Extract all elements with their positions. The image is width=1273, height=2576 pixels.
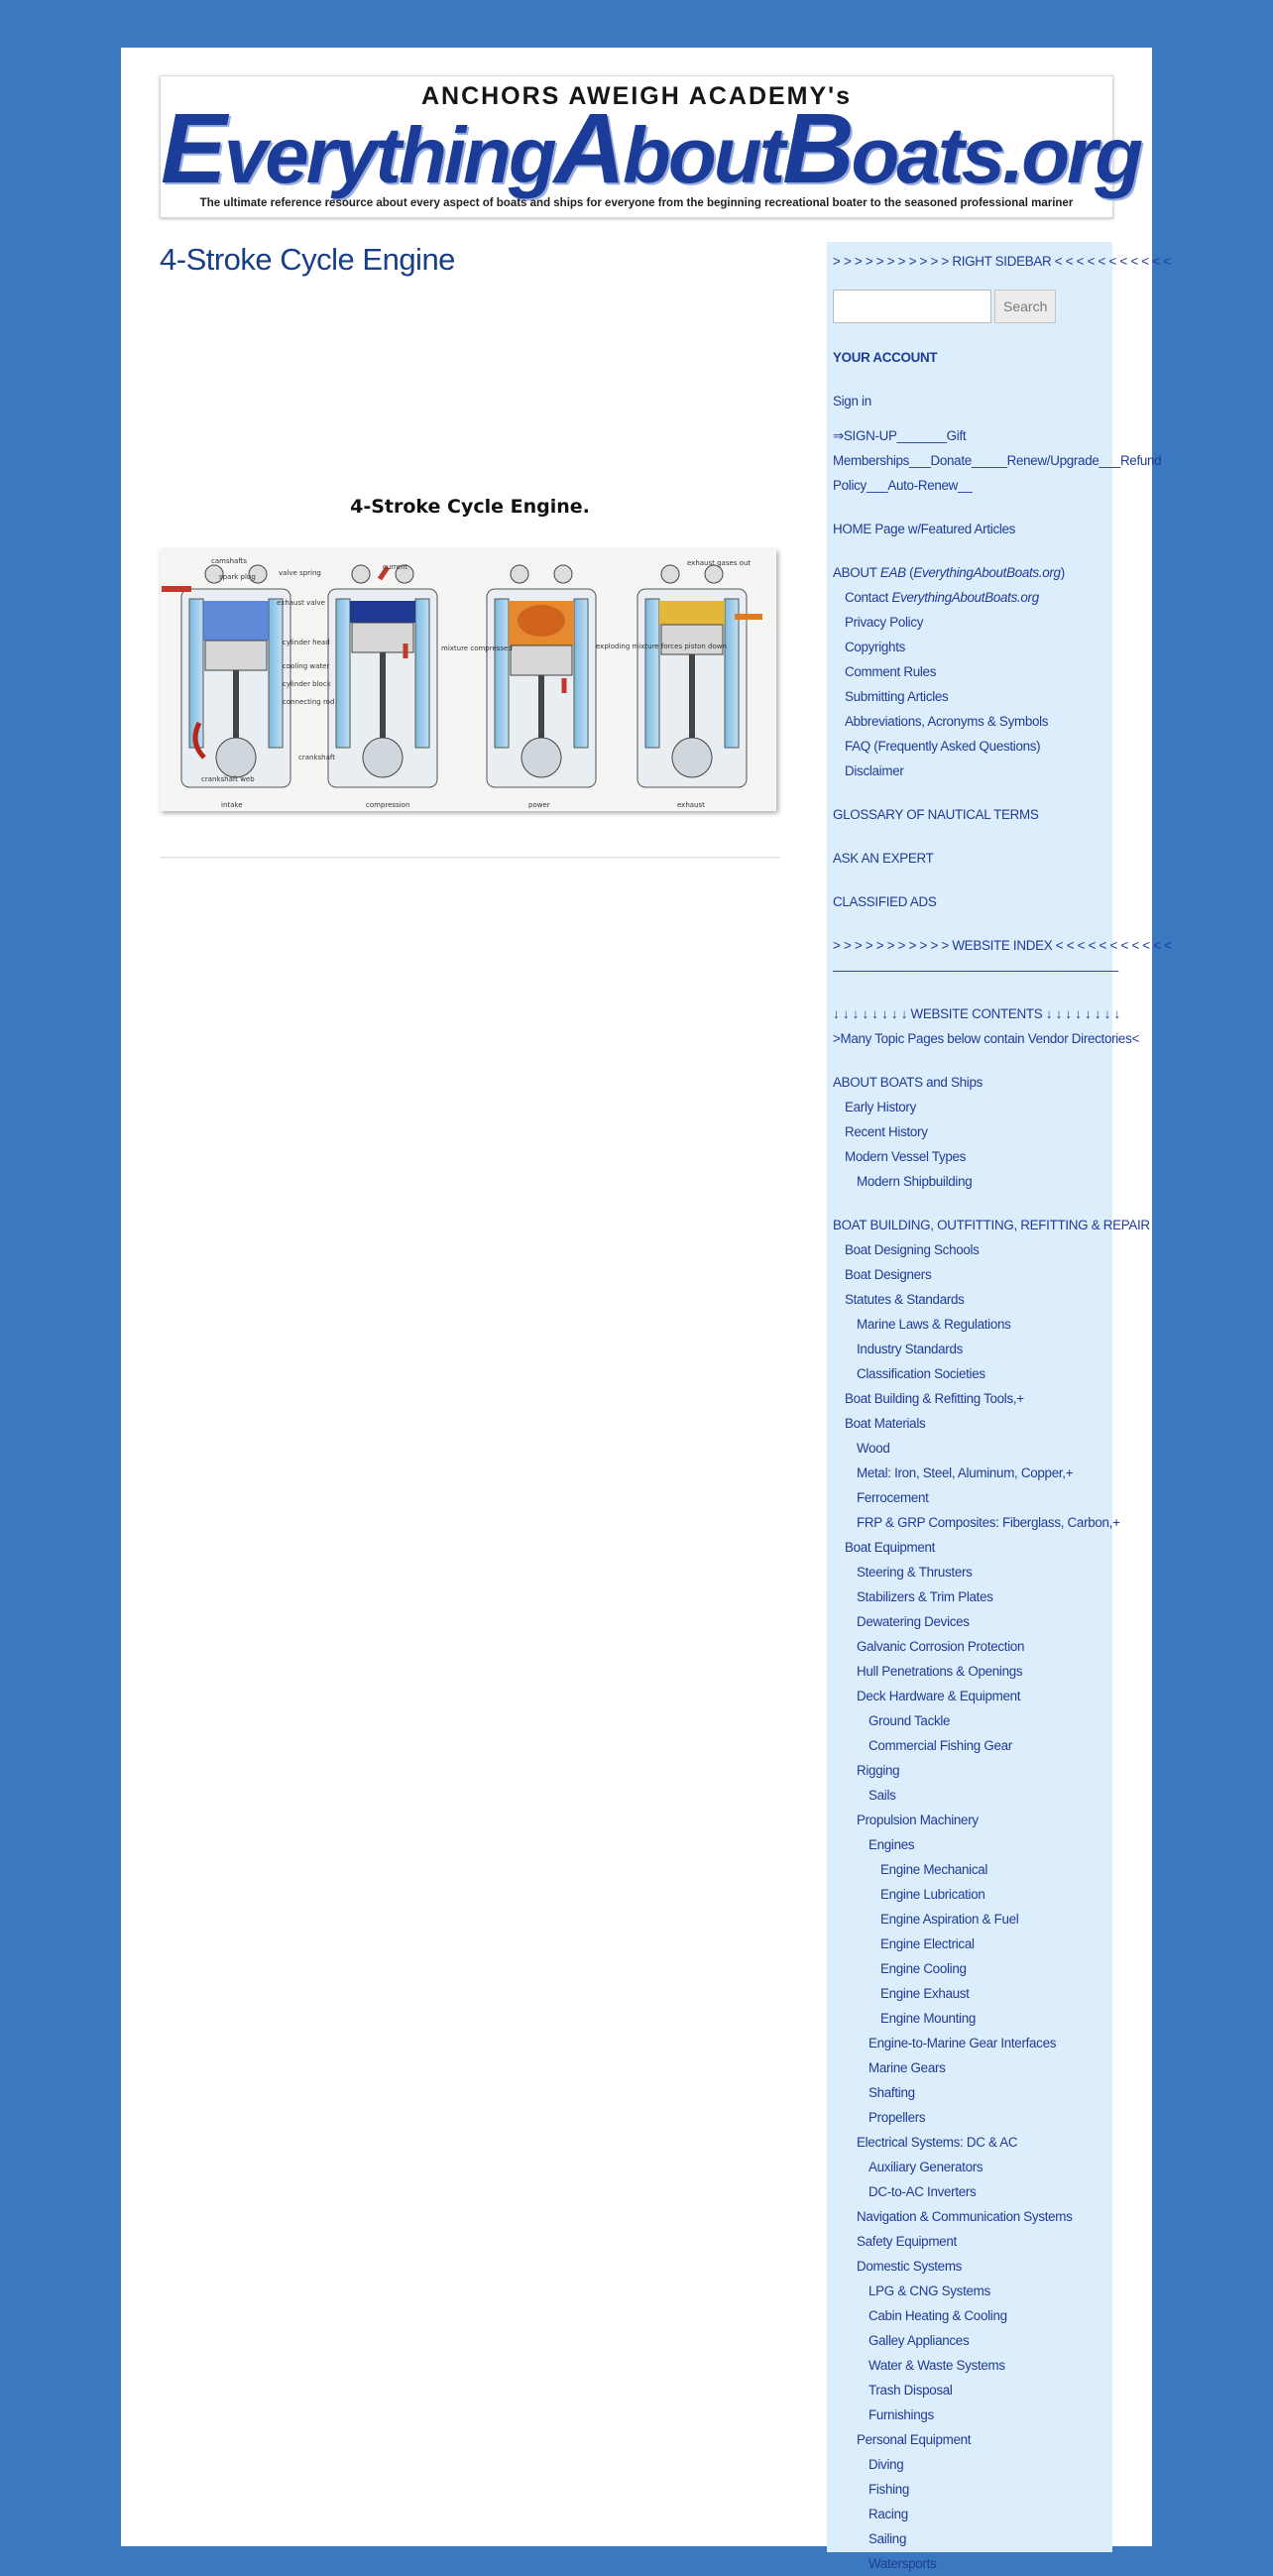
page-title: 4-Stroke Cycle Engine bbox=[160, 242, 455, 277]
sidebar-item-engine-to-marine-gear-interfaces[interactable]: Engine-to-Marine Gear Interfaces bbox=[868, 2036, 1057, 2050]
figure-label: mixture compressed bbox=[441, 644, 513, 652]
sidebar-item-domestic-systems[interactable]: Domestic Systems bbox=[857, 2259, 963, 2274]
banner-subtitle: The ultimate reference resource about every aspect of boats and ships for everyone from the beginning recreational boater to the seasoned professional mariner bbox=[199, 197, 1074, 209]
sidebar-item-cabin-heating-cooling[interactable]: Cabin Heating & Cooling bbox=[868, 2308, 1007, 2323]
stroke-label: compression bbox=[366, 801, 410, 809]
sidebar-item-marine-gears[interactable]: Marine Gears bbox=[868, 2060, 946, 2075]
sidebar-item-propellers[interactable]: Propellers bbox=[868, 2110, 926, 2125]
figure-label: exhaust valve bbox=[277, 599, 325, 607]
stroke-label: exhaust bbox=[677, 801, 705, 809]
your-account-heading[interactable]: YOUR ACCOUNT bbox=[833, 350, 938, 365]
sidebar-item-steering-thrusters[interactable]: Steering & Thrusters bbox=[857, 1565, 973, 1580]
search-input[interactable] bbox=[833, 290, 991, 323]
sidebar-item-metal-iron-steel-aluminum-copper[interactable]: Metal: Iron, Steel, Aluminum, Copper,+ bbox=[857, 1465, 1074, 1480]
sidebar-item-dewatering-devices[interactable]: Dewatering Devices bbox=[857, 1614, 970, 1629]
home-link[interactable]: HOME Page w/Featured Articles bbox=[833, 522, 1016, 536]
sidebar-item-industry-standards[interactable]: Industry Standards bbox=[857, 1342, 963, 1356]
figure-label: crankshaft web bbox=[201, 775, 255, 783]
sidebar-item-ground-tackle[interactable]: Ground Tackle bbox=[868, 1713, 951, 1728]
about-eab-link[interactable]: ABOUT EAB (EverythingAboutBoats.org) bbox=[833, 565, 1065, 580]
sidebar-item-trash-disposal[interactable]: Trash Disposal bbox=[868, 2383, 953, 2398]
sidebar-item-water-waste-systems[interactable]: Water & Waste Systems bbox=[868, 2358, 1005, 2373]
signup-links[interactable]: ⇒SIGN-UP_______Gift Memberships___Donate_____Renew/Upgrade___Refund Policy___Auto-Renew__ bbox=[833, 428, 1162, 493]
figure-label: current bbox=[383, 563, 408, 571]
page-container bbox=[121, 48, 1172, 2571]
sidebar-item-modern-shipbuilding[interactable]: Modern Shipbuilding bbox=[857, 1174, 973, 1189]
figure-label: spark plug bbox=[219, 573, 256, 581]
sidebar-item-engine-electrical[interactable]: Engine Electrical bbox=[880, 1936, 975, 1951]
sidebar-item-dc-to-ac-inverters[interactable]: DC-to-AC Inverters bbox=[868, 2184, 977, 2199]
sidebar-item-early-history[interactable]: Early History bbox=[845, 1100, 916, 1114]
compression-cylinder bbox=[328, 565, 437, 787]
sidebar-item-engine-lubrication[interactable]: Engine Lubrication bbox=[880, 1887, 985, 1902]
search-form bbox=[833, 290, 1056, 323]
sidebar-item-engine-exhaust[interactable]: Engine Exhaust bbox=[880, 1986, 970, 2001]
sidebar-item-comment-rules[interactable]: Comment Rules bbox=[845, 664, 937, 679]
glossary-link[interactable]: GLOSSARY OF NAUTICAL TERMS bbox=[833, 807, 1039, 822]
content-divider bbox=[160, 857, 780, 859]
figure-label: cooling water bbox=[283, 662, 330, 670]
intake-cylinder bbox=[162, 565, 290, 787]
sidebar-item-galley-appliances[interactable]: Galley Appliances bbox=[868, 2333, 970, 2348]
sidebar-item-engine-mounting[interactable]: Engine Mounting bbox=[880, 2011, 977, 2026]
stroke-label: power bbox=[528, 801, 550, 809]
image-caption: 4-Stroke Cycle Engine. bbox=[350, 496, 590, 518]
sidebar-item-faq-frequently-asked-questions[interactable]: FAQ (Frequently Asked Questions) bbox=[845, 739, 1041, 754]
sidebar-item-boat-building-outfitting-refitting-repair[interactable]: BOAT BUILDING, OUTFITTING, REFITTING & REPAIR bbox=[833, 1218, 1150, 1232]
banner-top-line: ANCHORS AWEIGH ACADEMY's bbox=[420, 82, 853, 110]
sign-in-link[interactable]: Sign in bbox=[833, 394, 871, 409]
figure-label: connecting rod bbox=[283, 698, 335, 706]
exhaust-cylinder bbox=[637, 565, 762, 787]
sidebar-item-engine-mechanical[interactable]: Engine Mechanical bbox=[880, 1862, 988, 1877]
sidebar-item-engine-cooling[interactable]: Engine Cooling bbox=[880, 1961, 967, 1976]
sidebar-item-sailing[interactable]: Sailing bbox=[868, 2531, 907, 2546]
sidebar-item-abbreviations-acronyms-symbols[interactable]: Abbreviations, Acronyms & Symbols bbox=[845, 714, 1049, 729]
sidebar-item-copyrights[interactable]: Copyrights bbox=[845, 640, 906, 654]
sidebar-item-recent-history[interactable]: Recent History bbox=[845, 1124, 928, 1139]
classified-ads-link[interactable]: CLASSIFIED ADS bbox=[833, 894, 937, 909]
sidebar-item-ferrocement[interactable]: Ferrocement bbox=[857, 1490, 929, 1505]
contact-link[interactable]: Contact EverythingAboutBoats.org bbox=[845, 590, 1039, 605]
sidebar-item-shafting[interactable]: Shafting bbox=[868, 2085, 915, 2100]
sidebar-item-boat-designing-schools[interactable]: Boat Designing Schools bbox=[845, 1242, 980, 1257]
sidebar-item-frp-grp-composites-fiberglass-carbon[interactable]: FRP & GRP Composites: Fiberglass, Carbon,+ bbox=[857, 1515, 1120, 1530]
sidebar-item-safety-equipment[interactable]: Safety Equipment bbox=[857, 2234, 957, 2249]
sidebar-header: > > > > > > > > > > > RIGHT SIDEBAR < < < < < < < < < < < bbox=[833, 254, 1171, 269]
sidebar-item-diving[interactable]: Diving bbox=[868, 2457, 904, 2472]
website-contents-header: ↓ ↓ ↓ ↓ ↓ ↓ ↓ ↓ WEBSITE CONTENTS ↓ ↓ ↓ ↓ ↓ ↓ ↓ ↓ bbox=[833, 1006, 1120, 1021]
vendor-note: >Many Topic Pages below contain Vendor Directories< bbox=[833, 1031, 1139, 1046]
sidebar-item-about-boats-and-ships[interactable]: ABOUT BOATS and Ships bbox=[833, 1075, 983, 1090]
sidebar-item-boat-equipment[interactable]: Boat Equipment bbox=[845, 1540, 936, 1555]
sidebar-item-racing[interactable]: Racing bbox=[868, 2507, 908, 2521]
engine-diagram-image bbox=[160, 549, 776, 811]
sidebar-item-navigation-communication-systems[interactable]: Navigation & Communication Systems bbox=[857, 2209, 1073, 2224]
sidebar-item-engines[interactable]: Engines bbox=[868, 1837, 915, 1852]
sidebar-item-rigging[interactable]: Rigging bbox=[857, 1763, 900, 1778]
right-sidebar bbox=[827, 242, 1172, 2571]
sidebar-divider: —————————————————————— bbox=[833, 963, 1118, 978]
figure-label: valve spring bbox=[279, 569, 321, 577]
sidebar-item-submitting-articles[interactable]: Submitting Articles bbox=[845, 689, 949, 704]
main-content bbox=[160, 242, 780, 809]
sidebar-item-personal-equipment[interactable]: Personal Equipment bbox=[857, 2432, 972, 2447]
site-banner[interactable] bbox=[160, 75, 1141, 218]
sidebar-item-galvanic-corrosion-protection[interactable]: Galvanic Corrosion Protection bbox=[857, 1639, 1025, 1654]
sidebar-item-boat-building-refitting-tools[interactable]: Boat Building & Refitting Tools,+ bbox=[845, 1391, 1024, 1406]
about-boats-menu bbox=[833, 1070, 1112, 1194]
figure-label: exhaust gases out bbox=[687, 559, 752, 567]
figure-label: exploding mixture forces piston down bbox=[596, 643, 727, 650]
sidebar-item-boat-designers[interactable]: Boat Designers bbox=[845, 1267, 932, 1282]
about-submenu bbox=[833, 610, 1112, 783]
sidebar-item-privacy-policy[interactable]: Privacy Policy bbox=[845, 615, 924, 630]
website-index-header: > > > > > > > > > > > WEBSITE INDEX < < < < < < < < < < < bbox=[833, 938, 1172, 953]
sidebar-item-commercial-fishing-gear[interactable]: Commercial Fishing Gear bbox=[868, 1738, 1012, 1753]
figure-label: crankshaft bbox=[298, 754, 335, 761]
stroke-label: intake bbox=[221, 801, 243, 809]
sidebar-item-hull-penetrations-openings[interactable]: Hull Penetrations & Openings bbox=[857, 1664, 1023, 1679]
boat-building-menu bbox=[833, 1213, 1150, 2576]
sidebar-menu bbox=[833, 345, 1172, 2576]
sidebar-item-stabilizers-trim-plates[interactable]: Stabilizers & Trim Plates bbox=[857, 1589, 993, 1604]
sidebar-item-electrical-systems-dc-ac[interactable]: Electrical Systems: DC & AC bbox=[857, 2135, 1018, 2150]
ask-expert-link[interactable]: ASK AN EXPERT bbox=[833, 851, 934, 866]
sidebar-item-furnishings[interactable]: Furnishings bbox=[868, 2407, 934, 2422]
sidebar-item-disclaimer[interactable]: Disclaimer bbox=[845, 763, 904, 778]
sidebar-item-engine-aspiration-fuel[interactable]: Engine Aspiration & Fuel bbox=[880, 1912, 1019, 1927]
figure-label: camshafts bbox=[211, 557, 248, 565]
figure-label: cylinder head bbox=[283, 639, 330, 646]
banner-site-title: EverythingAboutBoats.org bbox=[161, 93, 1141, 204]
figure-label: cylinder block bbox=[283, 680, 331, 688]
sidebar-item-watersports[interactable]: Watersports bbox=[868, 2556, 937, 2571]
sidebar-item-classification-societies[interactable]: Classification Societies bbox=[857, 1366, 985, 1381]
sidebar-item-statutes-standards[interactable]: Statutes & Standards bbox=[845, 1292, 965, 1307]
sidebar-item-propulsion-machinery[interactable]: Propulsion Machinery bbox=[857, 1813, 979, 1827]
sidebar-item-wood[interactable]: Wood bbox=[857, 1441, 890, 1456]
sidebar-item-auxiliary-generators[interactable]: Auxiliary Generators bbox=[868, 2160, 984, 2174]
sidebar-item-marine-laws-regulations[interactable]: Marine Laws & Regulations bbox=[857, 1317, 1011, 1332]
search-button[interactable]: Search bbox=[994, 290, 1056, 323]
sidebar-item-deck-hardware-equipment[interactable]: Deck Hardware & Equipment bbox=[857, 1689, 1021, 1703]
sidebar-item-fishing[interactable]: Fishing bbox=[868, 2482, 910, 2497]
sidebar-item-lpg-cng-systems[interactable]: LPG & CNG Systems bbox=[868, 2283, 990, 2298]
sidebar-item-sails[interactable]: Sails bbox=[868, 1788, 896, 1803]
sidebar-item-boat-materials[interactable]: Boat Materials bbox=[845, 1416, 926, 1431]
sidebar-item-modern-vessel-types[interactable]: Modern Vessel Types bbox=[845, 1149, 967, 1164]
power-cylinder bbox=[487, 565, 596, 787]
